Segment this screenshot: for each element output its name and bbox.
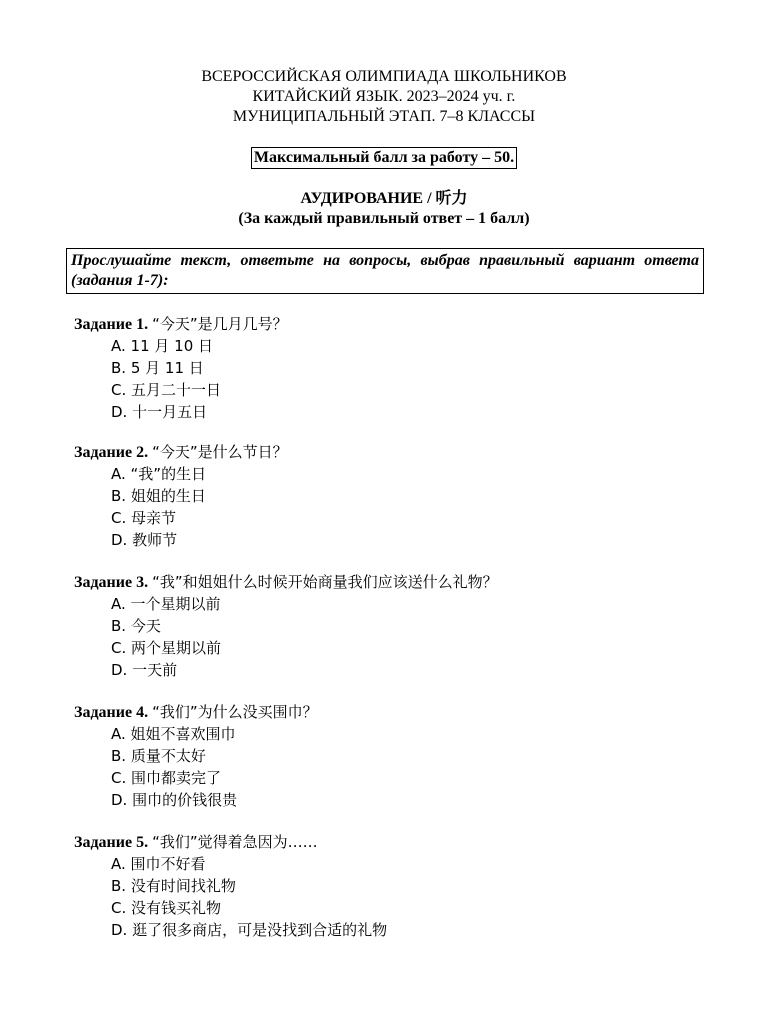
header-line-olympiad: ВСЕРОССИЙСКАЯ ОЛИМПИАДА ШКОЛЬНИКОВ	[201, 68, 567, 85]
answer-option: C. 母亲节	[111, 509, 177, 527]
task-1	[74, 313, 714, 423]
task-label: Задание 1.	[74, 316, 149, 333]
answer-option: B. 姐姐的生日	[111, 487, 206, 505]
document-header	[0, 67, 768, 127]
answer-option: B. 5 月 11 日	[111, 359, 204, 377]
answer-option: B. 没有时间找礼物	[111, 877, 236, 895]
task-label: Задание 5.	[74, 834, 149, 851]
task-question: “我们”为什么没买围巾？	[152, 703, 318, 721]
instruction-box: Прослушайте текст, ответьте на вопросы, выбрав правильный вариант ответа (задания 1-7):	[66, 248, 704, 294]
task-heading	[74, 701, 714, 723]
answer-option: A. 围巾不好看	[111, 855, 206, 873]
task-label: Задание 4.	[74, 704, 149, 721]
answer-option: D. 一天前	[111, 661, 178, 679]
answer-option: C. 围巾都卖完了	[111, 769, 222, 787]
section-subtitle: (За каждый правильный ответ – 1 балл)	[238, 210, 530, 227]
answer-option: A. 一个星期以前	[111, 595, 221, 613]
task-2	[74, 441, 714, 551]
section-title: АУДИРОВАНИЕ / 听力	[300, 190, 468, 207]
task-question: “我们”觉得着急因为……	[152, 833, 318, 851]
answer-option: D. 逛了很多商店，可是没找到合适的礼物	[111, 921, 388, 939]
answer-option: D. 十一月五日	[111, 403, 208, 421]
answer-option: B. 今天	[111, 617, 161, 635]
task-3	[74, 571, 714, 681]
answer-option: A. 姐姐不喜欢围巾	[111, 725, 236, 743]
task-heading	[74, 571, 714, 593]
task-label: Задание 2.	[74, 444, 149, 461]
answer-option: D. 教师节	[111, 531, 178, 549]
task-heading	[74, 441, 714, 463]
task-question: “我”和姐姐什么时候开始商量我们应该送什么礼物？	[152, 573, 498, 591]
answer-option: B. 质量不太好	[111, 747, 206, 765]
answer-option: A. 11 月 10 日	[111, 337, 214, 355]
header-line-subject: КИТАЙСКИЙ ЯЗЫК. 2023–2024 уч. г.	[252, 88, 516, 105]
answer-option: D. 围巾的价钱很贵	[111, 791, 238, 809]
task-heading	[74, 831, 714, 853]
task-5	[74, 831, 714, 941]
task-4	[74, 701, 714, 811]
answer-option: C. 没有钱买礼物	[111, 899, 222, 917]
task-question: “今天”是几月几号？	[152, 315, 288, 333]
answer-option: C. 五月二十一日	[111, 381, 222, 399]
task-label: Задание 3.	[74, 574, 149, 591]
answer-option: C. 两个星期以前	[111, 639, 222, 657]
task-heading	[74, 313, 714, 335]
task-question: “今天”是什么节日？	[152, 443, 288, 461]
max-score-container	[0, 147, 768, 169]
header-line-stage: МУНИЦИПАЛЬНЫЙ ЭТАП. 7–8 КЛАССЫ	[232, 108, 536, 125]
answer-option: A. “我”的生日	[111, 465, 207, 483]
max-score-box: Максимальный балл за работу – 50.	[251, 147, 517, 169]
